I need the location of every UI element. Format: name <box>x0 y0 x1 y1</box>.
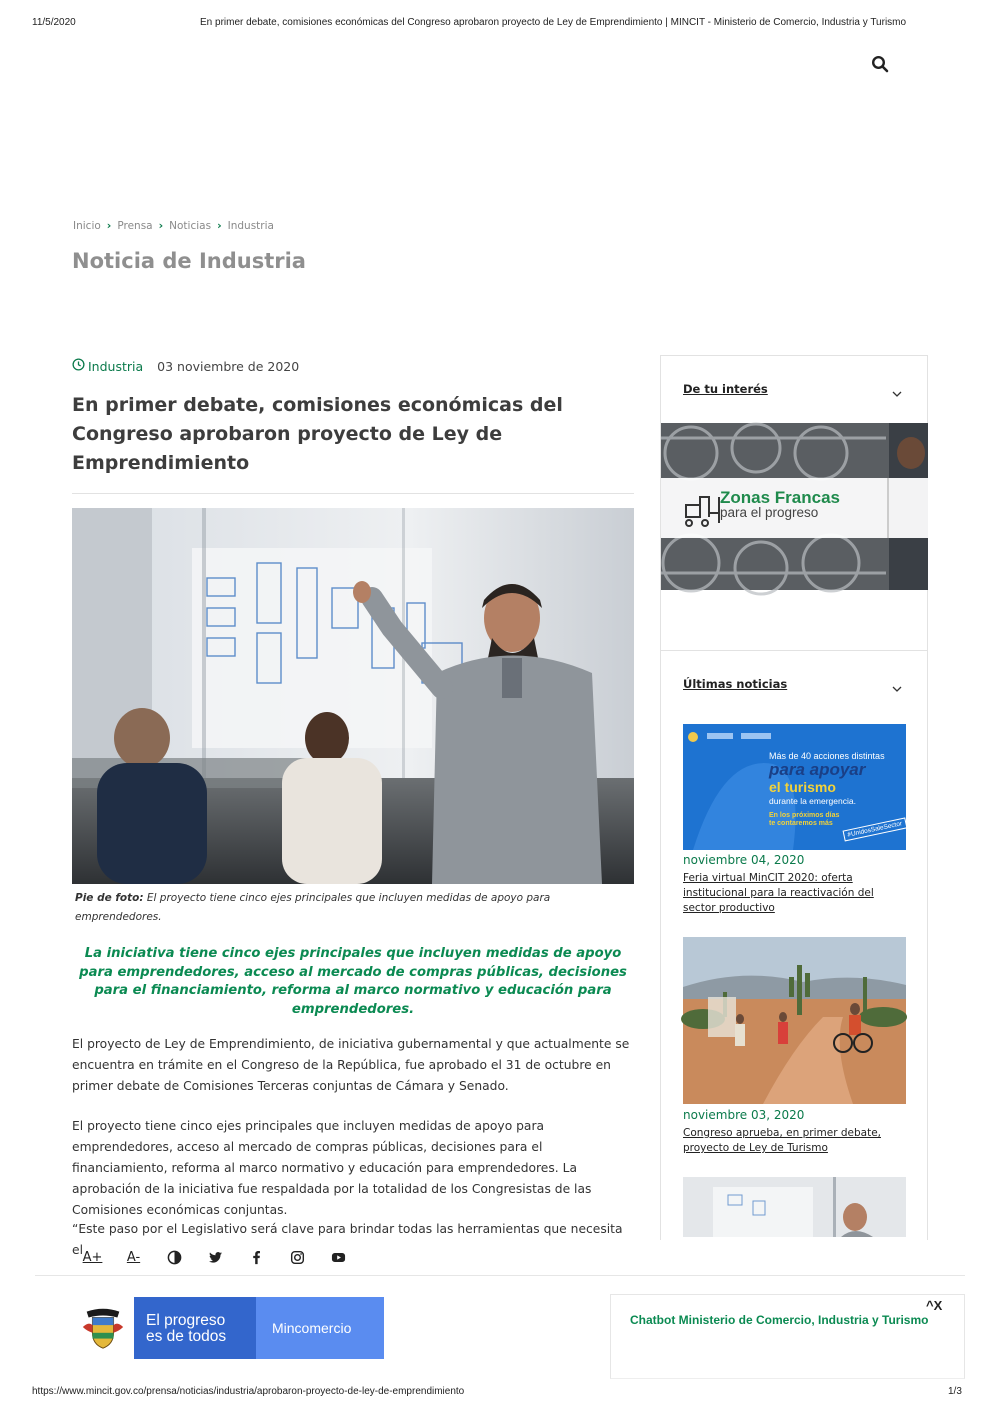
print-page-title: En primer debate, comisiones económicas del Congreso aprobaron proyecto de Ley de Emprendimiento | MINCIT - Ministerio de Comercio, Industria y Turismo <box>200 17 907 28</box>
footer-logo-brand: Mincomercio <box>256 1297 384 1359</box>
article-meta <box>72 358 299 374</box>
article-category[interactable]: Industria <box>88 358 144 374</box>
news-date: noviembre 04, 2020 <box>683 853 805 867</box>
breadcrumb <box>73 219 274 232</box>
photo-caption <box>75 889 615 927</box>
accessibility-toolbar <box>72 1246 359 1268</box>
breadcrumb-item-inicio[interactable]: Inicio <box>73 219 101 232</box>
print-url: https://www.mincit.gov.co/prensa/noticias/industria/aprobaron-proyecto-de-ley-de-emprendimiento <box>32 1386 465 1397</box>
chevron-down-icon[interactable] <box>891 385 903 397</box>
font-decrease-button[interactable]: A- <box>126 1249 141 1265</box>
breadcrumb-item-prensa[interactable]: Prensa <box>117 219 153 232</box>
breadcrumb-item-industria[interactable]: Industria <box>227 219 274 232</box>
youtube-icon[interactable] <box>318 1246 359 1268</box>
chatbot-toggle-button[interactable]: ^X <box>926 1298 943 1313</box>
article-photo <box>72 508 634 884</box>
facebook-icon[interactable] <box>236 1246 277 1268</box>
sidebar-heading-news[interactable]: Últimas noticias <box>683 677 788 691</box>
chevron-right-icon: › <box>158 219 164 232</box>
news-image-hashtag: #UnidosSaleSector <box>843 818 908 842</box>
contrast-icon[interactable] <box>154 1246 195 1268</box>
chatbot-panel[interactable] <box>610 1294 965 1379</box>
breadcrumb-item-noticias[interactable]: Noticias <box>169 219 212 232</box>
twitter-icon[interactable] <box>195 1246 236 1268</box>
chevron-right-icon: › <box>106 219 112 232</box>
footer-logo[interactable] <box>72 1297 384 1359</box>
print-page-number: 1/3 <box>948 1386 962 1397</box>
divider <box>72 493 634 494</box>
news-link[interactable]: Congreso aprueba, en primer debate, proyecto de Ley de Turismo <box>683 1127 881 1154</box>
divider <box>35 1275 965 1276</box>
font-increase-button[interactable]: A+ <box>82 1249 103 1265</box>
news-image-text: para apoyar <box>769 760 866 779</box>
banner-subtitle: para el progreso <box>720 505 819 520</box>
news-image-text: el turismo <box>769 779 836 795</box>
article-title: En primer debate, comisiones económicas del Congreso aprobaron proyecto de Ley de Emprendimiento <box>72 394 563 474</box>
sidebar-heading-interest[interactable]: De tu interés <box>683 382 768 396</box>
article-date: 03 noviembre de 2020 <box>157 358 300 374</box>
chevron-right-icon: › <box>217 219 222 232</box>
news-image-text: En los próximos días <box>769 812 840 819</box>
chatbot-title[interactable]: Chatbot Ministerio de Comercio, Industria y Turismo <box>630 1313 929 1327</box>
article-paragraph: El proyecto tiene cinco ejes principales que incluyen medidas de apoyo para emprendedores, acceso al mercado de compras públicas, decisiones para el financiamiento, reforma al marco normativo y educación para emprendedores. La aprobación de la iniciativa fue respaldada por la totalidad de los Congresistas de las Comisiones económicas conjuntas. <box>72 1119 592 1217</box>
divider <box>660 650 928 651</box>
news-image[interactable] <box>683 937 906 1104</box>
search-icon[interactable] <box>871 55 889 73</box>
clock-icon <box>72 358 85 374</box>
coat-of-arms-icon <box>72 1297 134 1359</box>
news-image[interactable] <box>683 1177 906 1237</box>
article-paragraph: El proyecto de Ley de Emprendimiento, de iniciativa gubernamental y que actualmente se encuentra en trámite en el Congreso de la República, fue aprobado el 31 de octubre en primer debate de Comisiones Terceras conjuntas de Cámara y Senado. <box>72 1037 630 1093</box>
instagram-icon[interactable] <box>277 1246 318 1268</box>
footer-logo-slogan: El progreso es de todos <box>134 1297 256 1359</box>
caption-text: El proyecto tiene cinco ejes principales que incluyen medidas de apoyo para emprendedores. <box>75 892 551 923</box>
news-image[interactable] <box>683 724 906 850</box>
news-image-text: durante la emergencia. <box>769 796 856 806</box>
article-paragraph: “Este paso por el Legislativo será clave para brindar todas las herramientas que necesita el <box>72 1222 623 1257</box>
news-image-text: te contaremos más <box>769 820 833 827</box>
section-title: Noticia de Industria <box>72 249 306 273</box>
news-image-text: Más de 40 acciones distintas <box>769 751 885 761</box>
chevron-down-icon[interactable] <box>891 680 903 692</box>
print-date: 11/5/2020 <box>32 17 76 28</box>
news-link[interactable]: Feria virtual MinCIT 2020: oferta institucional para la reactivación del sector productivo <box>683 872 874 914</box>
article-lead: La iniciativa tiene cinco ejes principales que incluyen medidas de apoyo para emprendedores, acceso al mercado de compras públicas, decisiones para el financiamiento, reforma al marco normativo y educación para emprendedores. <box>79 946 627 1017</box>
news-date: noviembre 03, 2020 <box>683 1108 805 1122</box>
caption-label: Pie de foto: <box>75 892 144 904</box>
banner-title: Zonas Francas <box>720 488 840 507</box>
